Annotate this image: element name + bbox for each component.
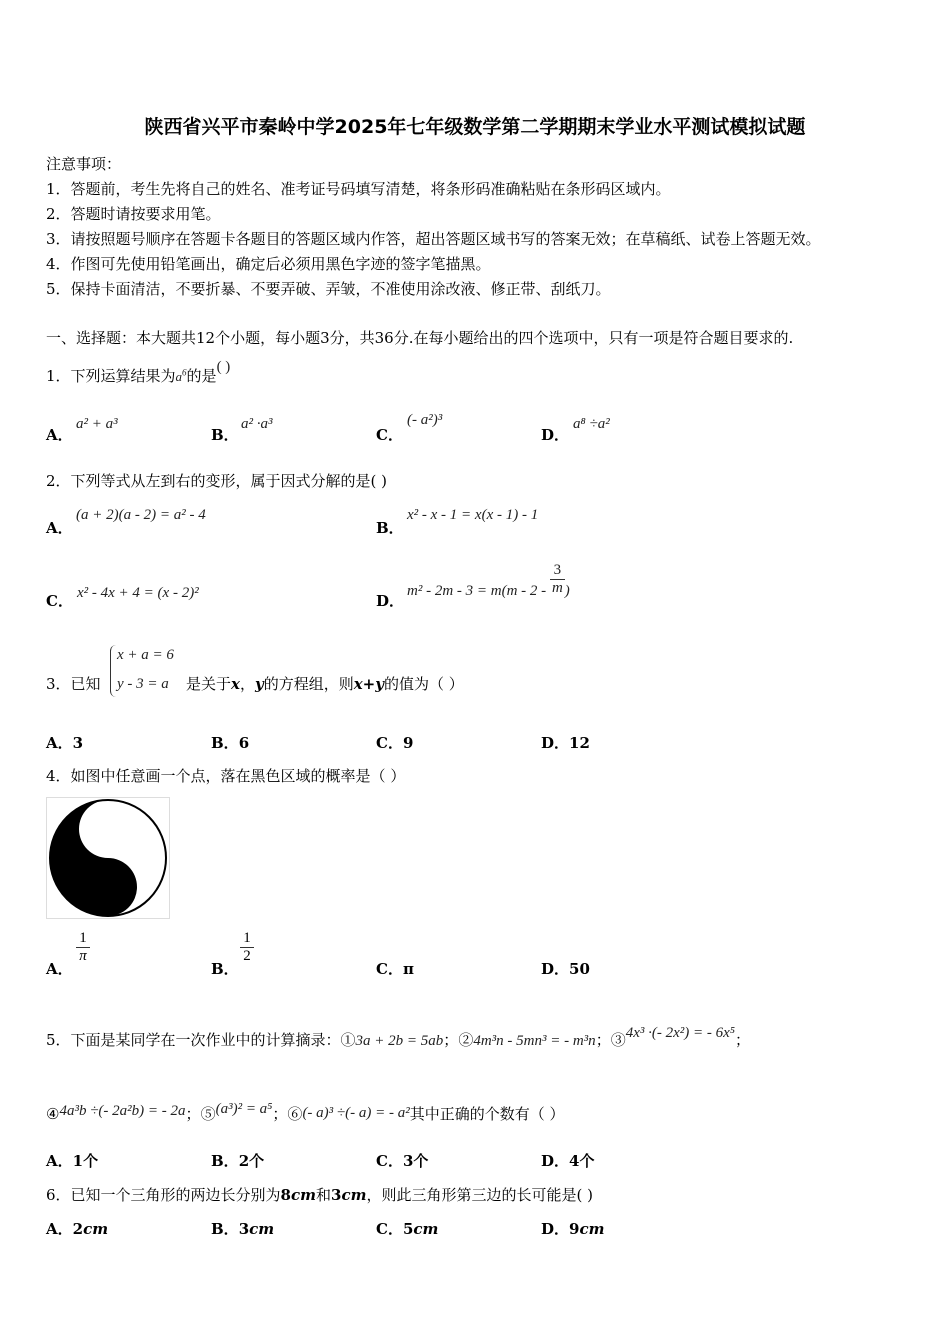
q6-stem: 6．已知一个三角形的两边长分别为8cm和3cm，则此三角形第三边的长可能是( ) [46,1186,593,1204]
q1-blank: ( ) [216,359,231,375]
q6-option-d: D．9cm [541,1220,605,1238]
q2-stem: 2．下列等式从左到右的变形，属于因式分解的是( ) [46,472,388,490]
q1-stem-text: 1．下列运算结果为 [46,367,176,385]
q1-option-a: a² + a³ [76,416,118,432]
q2-label-c: C． [46,592,73,610]
q5-calc-4: 4a³b ÷(- 2a²b) = - 2a [59,1103,186,1119]
q4-label-b: B． [211,960,239,978]
page-title: 陕西省兴平市秦岭中学2025年七年级数学第二学期期末学业水平测试模拟试题 [144,116,806,138]
notice-item-1: 1．答题前，考生先将自己的姓名、准考证号码填写清楚，将条形码准确粘贴在条形码区域内。 [46,180,671,198]
q1-option-d: a⁸ ÷a² [573,416,610,432]
q4-option-c: C．π [376,960,414,978]
q5-calc-3: 4x³ ·(- 2x²) = - 6x⁵ [625,1025,736,1041]
q5-stem-tail: 其中正确的个数有（ ） [409,1105,565,1123]
notice-item-5: 5．保持卡面清洁，不要折暴、不要弄破、弄皱，不准使用涂改液、修正带、刮纸刀。 [46,280,611,298]
q6-option-c: C．5cm [376,1220,439,1238]
q4-option-d: D．50 [541,960,590,978]
q6-option-b: B．3cm [211,1220,275,1238]
q5-calc-2: 4m³n - 5mn³ = - m³n [473,1033,596,1049]
q5-stem: 5．下面是某同学在一次作业中的计算摘录：① [46,1031,356,1049]
q1-label-c: C． [376,426,403,444]
q1-label-d: D． [541,426,570,444]
q2-option-d-fraction: $\frac{3}{m}$ [551,562,563,596]
q1-label-a: A． [46,426,73,444]
notice-item-2: 2．答题时请按要求用笔。 [46,205,221,223]
q5-option-a: A．1个 [46,1152,99,1170]
q3-equation-1: x + a = 6 [117,647,174,663]
q2-label-a: A． [46,519,73,537]
notice-item-3: 3．请按照题号顺序在答题卡各题目的答题区域内作答，超出答题区域书写的答案无效；在草稿纸、试卷上答题无效。 [46,230,821,248]
q4-option-a: $\frac{1}{\pi}$ [76,930,90,965]
q5-stem-line2: ④4a³b ÷(- 2a²b) = - 2a；⑤(a³)² = a⁵；⑥(- a)³ ÷(- a) = - a²其中正确的个数有（ ） [46,1101,565,1123]
q5-calc-1: 3a + 2b = 5ab [355,1033,444,1049]
section-heading: 一、选择题：本大题共12个小题，每小题3分，共36分.在每小题给出的四个选项中，只有一项是符合题目要求的. [46,329,794,347]
q1-stem-tail: 的是 [186,367,217,385]
q5-stem-line1: 5．下面是某同学在一次作业中的计算摘录：①3a + 2b = 5ab；②4m³n - 5mn³ = - m³n；③4x³ ·(- 2x²) = - 6x⁵； [46,1025,751,1049]
q2-option-b: x² - x - 1 = x(x - 1) - 1 [407,507,539,523]
notice-heading: 注意事项： [46,155,122,173]
q6-option-a: A．2cm [46,1220,109,1238]
q3-equation-2: y - 3 = a [117,676,169,692]
q2-label-d: D． [376,592,405,610]
q3-option-a: A．3 [46,734,84,752]
q1-option-b: a² ·a³ [241,416,273,432]
q5-calc-5: (a³)² = a⁵ [215,1101,273,1117]
q4-option-b: $\frac{1}{2}$ [240,930,254,965]
notice-item-4: 4．作图可先使用铅笔画出，确定后必须用黑色字迹的签字笔描黑。 [46,255,491,273]
q1-expr: $a^6$ [175,367,187,384]
q1-stem [46,359,231,386]
q3-stem-rest: 是关于x，y的方程组，则x+y的值为（ ） [186,675,464,693]
q5-option-c: C．3个 [376,1152,429,1170]
q4-label-a: A． [46,960,73,978]
q3-stem-prefix: 3．已知 [46,675,101,693]
q4-stem: 4．如图中任意画一个点，落在黑色区域的概率是（ ） [46,767,406,785]
q2-option-a: (a + 2)(a - 2) = a² - 4 [76,507,206,523]
q5-option-b: B．2个 [211,1152,265,1170]
q2-option-c: x² - 4x + 4 = (x - 2)² [77,585,199,601]
q1-option-c: (- a²)³ [407,412,443,428]
q3-option-b: B．6 [211,734,250,752]
q2-option-d: m² - 2m - 3 = m(m - 2 - $\frac{3}{m}$ ) [407,562,570,599]
yin-yang-figure [46,797,170,919]
q1-label-b: B． [211,426,239,444]
q5-option-d: D．4个 [541,1152,595,1170]
q3-option-c: C．9 [376,734,414,752]
q5-calc-6: (- a)³ ÷(- a) = - a² [302,1105,410,1121]
q3-option-d: D．12 [541,734,590,752]
q2-label-b: B． [376,519,404,537]
